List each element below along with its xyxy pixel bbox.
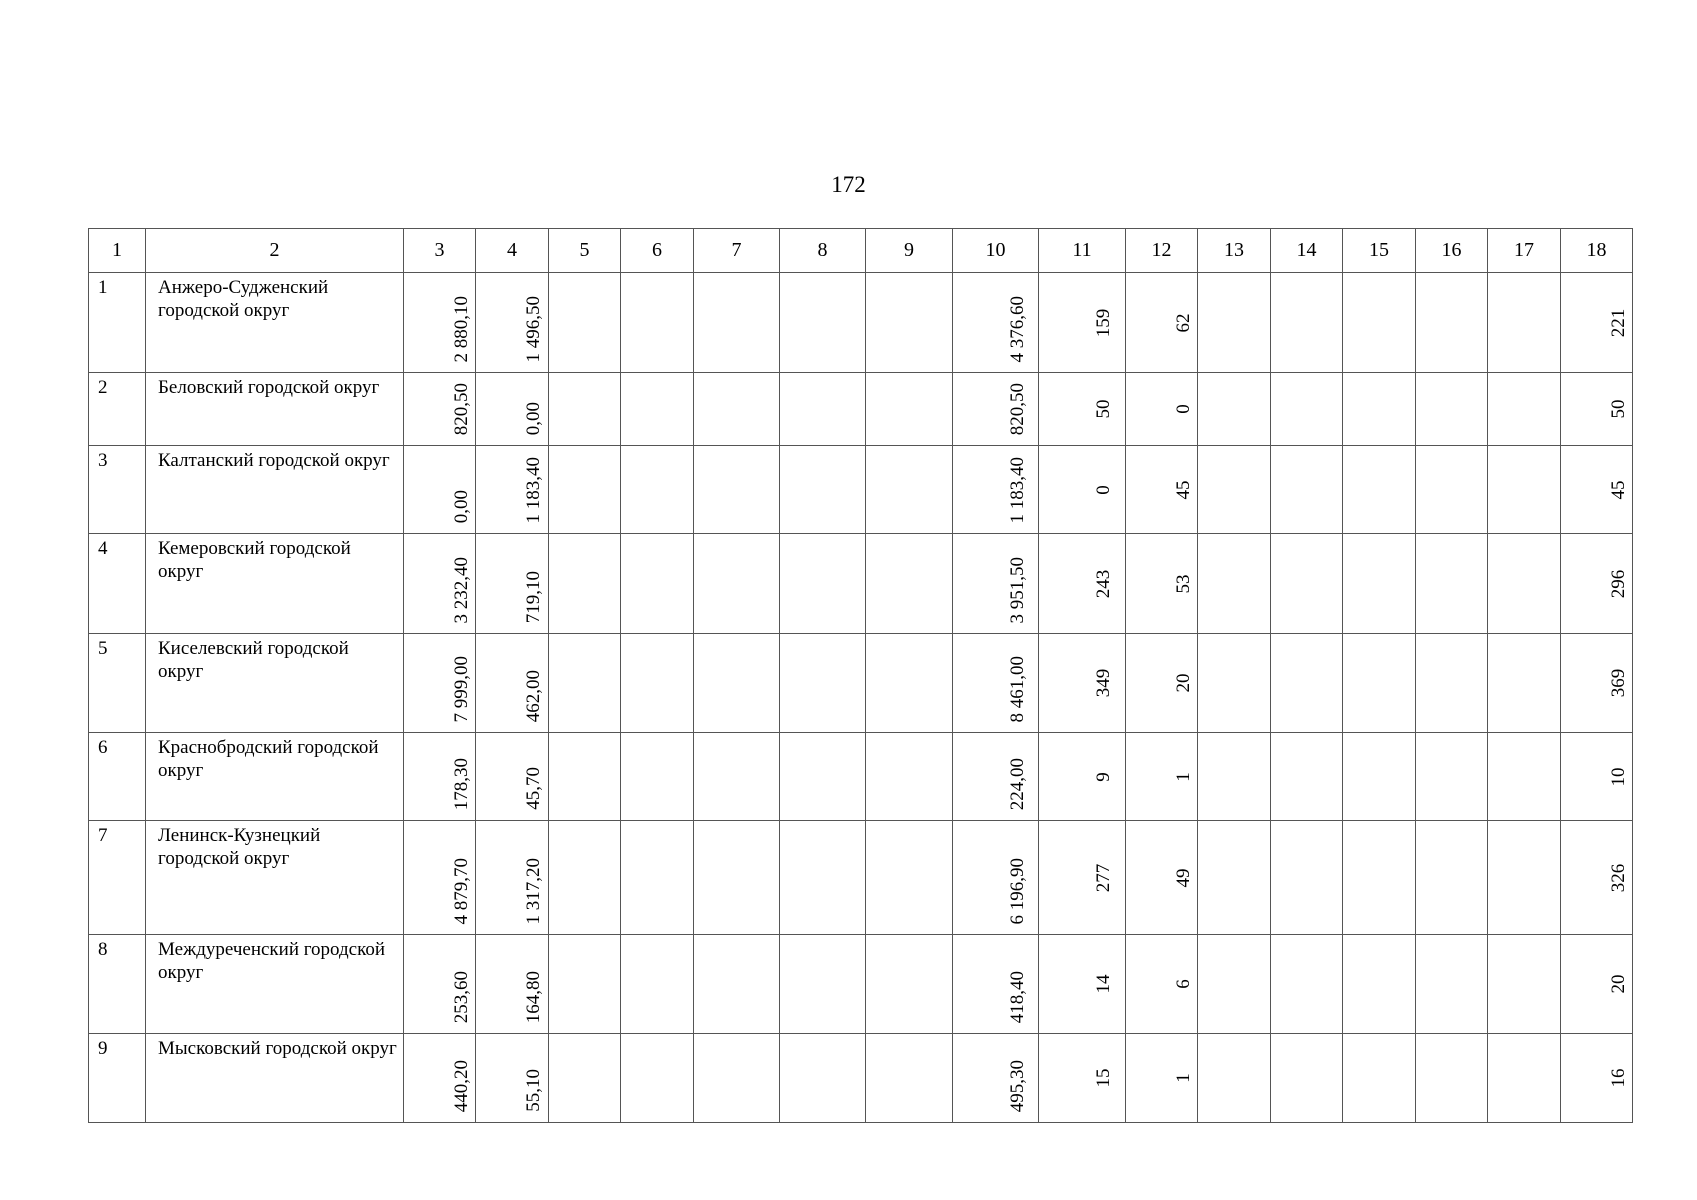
table-row (89, 634, 1633, 733)
cell-col-4 (476, 733, 549, 821)
cell-col-14 (1271, 634, 1343, 733)
cell-col-5 (549, 935, 621, 1034)
municipality-name: Беловский городской округ (146, 373, 404, 446)
cell-value: 45,70 (523, 767, 544, 810)
cell-value: 4 879,70 (450, 857, 472, 924)
cell-col-4 (476, 373, 549, 446)
cell-col-16 (1416, 821, 1488, 935)
cell-value: 20 (1607, 974, 1629, 994)
cell-value: 20 (1172, 673, 1194, 693)
cell-value: 296 (1607, 569, 1629, 598)
cell-col-5 (549, 534, 621, 634)
cell-col-13 (1198, 821, 1271, 935)
cell-value: 45 (1172, 480, 1194, 499)
cell-col-10 (953, 821, 1039, 935)
cell-value: 253,60 (450, 970, 472, 1023)
cell-col-6 (621, 1034, 694, 1123)
cell-col-7 (694, 1034, 780, 1123)
cell-col-11 (1039, 534, 1126, 634)
table-row (89, 273, 1633, 373)
column-header: 14 (1271, 229, 1343, 273)
column-header: 6 (621, 229, 694, 273)
cell-col-7 (694, 935, 780, 1034)
cell-value: 50 (1093, 399, 1114, 419)
header-row (89, 229, 1633, 273)
cell-col-13 (1198, 534, 1271, 634)
cell-col-13 (1198, 634, 1271, 733)
cell-value: 0,00 (523, 401, 544, 435)
cell-col-17 (1488, 634, 1561, 733)
cell-col-13 (1198, 373, 1271, 446)
cell-col-15 (1343, 273, 1416, 373)
cell-col-15 (1343, 534, 1416, 634)
cell-col-18 (1561, 1034, 1633, 1123)
cell-col-14 (1271, 534, 1343, 634)
cell-col-10 (953, 935, 1039, 1034)
cell-value: 326 (1607, 863, 1629, 892)
cell-col-12 (1126, 273, 1198, 373)
cell-value: 1 (1172, 771, 1194, 782)
cell-value: 8 461,00 (1006, 655, 1028, 722)
cell-col-15 (1343, 1034, 1416, 1123)
cell-col-3 (404, 634, 476, 733)
table-row (89, 733, 1633, 821)
cell-col-14 (1271, 935, 1343, 1034)
column-header: 5 (549, 229, 621, 273)
cell-col-17 (1488, 733, 1561, 821)
cell-col-9 (866, 446, 953, 534)
cell-value: 53 (1172, 574, 1194, 593)
cell-col-7 (694, 273, 780, 373)
cell-col-16 (1416, 273, 1488, 373)
municipality-name: Калтанский городской округ (146, 446, 404, 534)
cell-col-4 (476, 634, 549, 733)
municipality-name: Краснобродский городской округ (146, 733, 404, 821)
cell-value: 3 951,50 (1006, 556, 1028, 623)
cell-value: 6 196,90 (1006, 857, 1028, 924)
cell-value: 418,40 (1006, 970, 1028, 1023)
row-number: 8 (89, 935, 146, 1034)
cell-col-14 (1271, 273, 1343, 373)
cell-col-5 (549, 446, 621, 534)
cell-col-8 (780, 634, 866, 733)
cell-value: 369 (1607, 668, 1629, 698)
cell-value: 55,10 (523, 1069, 544, 1112)
cell-value: 45 (1607, 480, 1629, 499)
cell-col-9 (866, 1034, 953, 1123)
column-header: 17 (1488, 229, 1561, 273)
cell-value: 349 (1093, 668, 1114, 698)
cell-value: 6 (1172, 979, 1194, 989)
municipality-name: Междуреченский городской округ (146, 935, 404, 1034)
cell-col-15 (1343, 446, 1416, 534)
municipality-name: Киселевский городской округ (146, 634, 404, 733)
cell-col-3 (404, 446, 476, 534)
cell-col-6 (621, 534, 694, 634)
cell-value: 1 317,20 (523, 857, 544, 924)
cell-col-13 (1198, 273, 1271, 373)
cell-col-9 (866, 821, 953, 935)
cell-col-5 (549, 1034, 621, 1123)
cell-value: 0 (1093, 484, 1114, 495)
cell-col-17 (1488, 534, 1561, 634)
column-header: 9 (866, 229, 953, 273)
column-header: 4 (476, 229, 549, 273)
cell-col-15 (1343, 373, 1416, 446)
cell-value: 462,00 (523, 669, 544, 722)
column-header: 13 (1198, 229, 1271, 273)
cell-col-16 (1416, 446, 1488, 534)
cell-col-18 (1561, 821, 1633, 935)
cell-col-12 (1126, 821, 1198, 935)
cell-col-10 (953, 733, 1039, 821)
row-number: 1 (89, 273, 146, 373)
cell-col-18 (1561, 373, 1633, 446)
cell-value: 159 (1093, 308, 1114, 337)
cell-col-13 (1198, 935, 1271, 1034)
cell-col-8 (780, 935, 866, 1034)
column-header: 7 (694, 229, 780, 273)
cell-value: 49 (1172, 868, 1194, 887)
cell-col-4 (476, 446, 549, 534)
row-number: 5 (89, 634, 146, 733)
cell-col-11 (1039, 733, 1126, 821)
cell-col-10 (953, 1034, 1039, 1123)
cell-col-6 (621, 935, 694, 1034)
cell-col-8 (780, 534, 866, 634)
municipality-name: Кемеровский городской округ (146, 534, 404, 634)
cell-value: 820,50 (450, 382, 472, 435)
cell-col-11 (1039, 1034, 1126, 1123)
table-row (89, 1034, 1633, 1123)
cell-col-7 (694, 821, 780, 935)
cell-value: 14 (1093, 974, 1114, 994)
cell-col-6 (621, 733, 694, 821)
cell-col-3 (404, 935, 476, 1034)
municipality-name: Мысковский городской округ (146, 1034, 404, 1123)
cell-col-10 (953, 634, 1039, 733)
cell-col-14 (1271, 373, 1343, 446)
cell-col-7 (694, 446, 780, 534)
table-row (89, 446, 1633, 534)
cell-value: 1 (1172, 1073, 1194, 1083)
cell-value: 277 (1093, 863, 1114, 892)
cell-col-5 (549, 634, 621, 733)
cell-col-9 (866, 634, 953, 733)
cell-col-12 (1126, 733, 1198, 821)
cell-col-13 (1198, 446, 1271, 534)
cell-col-6 (621, 634, 694, 733)
cell-col-6 (621, 273, 694, 373)
cell-col-9 (866, 373, 953, 446)
cell-value: 243 (1093, 569, 1114, 598)
cell-col-10 (953, 373, 1039, 446)
cell-col-13 (1198, 733, 1271, 821)
cell-col-10 (953, 273, 1039, 373)
cell-col-8 (780, 821, 866, 935)
column-header: 8 (780, 229, 866, 273)
cell-value: 62 (1172, 313, 1194, 332)
column-header: 1 (89, 229, 146, 273)
cell-col-12 (1126, 634, 1198, 733)
cell-col-14 (1271, 446, 1343, 534)
cell-col-18 (1561, 273, 1633, 373)
row-number: 9 (89, 1034, 146, 1123)
cell-col-3 (404, 373, 476, 446)
cell-col-14 (1271, 733, 1343, 821)
row-number: 2 (89, 373, 146, 446)
column-header: 3 (404, 229, 476, 273)
cell-col-12 (1126, 446, 1198, 534)
cell-col-11 (1039, 373, 1126, 446)
cell-col-7 (694, 534, 780, 634)
cell-col-16 (1416, 733, 1488, 821)
cell-col-11 (1039, 821, 1126, 935)
cell-col-9 (866, 733, 953, 821)
cell-value: 0 (1172, 404, 1194, 414)
cell-col-16 (1416, 373, 1488, 446)
cell-col-16 (1416, 1034, 1488, 1123)
cell-col-4 (476, 821, 549, 935)
cell-col-17 (1488, 935, 1561, 1034)
cell-col-12 (1126, 373, 1198, 446)
column-header: 2 (146, 229, 404, 273)
cell-col-18 (1561, 634, 1633, 733)
cell-col-11 (1039, 273, 1126, 373)
cell-col-3 (404, 733, 476, 821)
cell-col-14 (1271, 821, 1343, 935)
cell-col-11 (1039, 634, 1126, 733)
cell-col-6 (621, 373, 694, 446)
cell-col-17 (1488, 273, 1561, 373)
cell-col-5 (549, 373, 621, 446)
column-header: 15 (1343, 229, 1416, 273)
cell-col-18 (1561, 534, 1633, 634)
cell-col-14 (1271, 1034, 1343, 1123)
cell-value: 221 (1607, 308, 1629, 337)
cell-value: 1 183,40 (1006, 456, 1028, 523)
cell-col-17 (1488, 821, 1561, 935)
cell-col-17 (1488, 373, 1561, 446)
cell-col-10 (953, 534, 1039, 634)
page-number: 172 (831, 172, 866, 197)
cell-col-5 (549, 273, 621, 373)
cell-col-17 (1488, 1034, 1561, 1123)
cell-col-9 (866, 935, 953, 1034)
cell-value: 820,50 (1006, 382, 1028, 435)
cell-col-15 (1343, 935, 1416, 1034)
cell-col-9 (866, 273, 953, 373)
cell-col-18 (1561, 446, 1633, 534)
column-header: 10 (953, 229, 1039, 273)
cell-col-7 (694, 634, 780, 733)
cell-value: 1 496,50 (523, 295, 544, 362)
table-row (89, 534, 1633, 634)
cell-col-3 (404, 273, 476, 373)
cell-value: 9 (1093, 771, 1114, 782)
cell-col-18 (1561, 935, 1633, 1034)
cell-col-9 (866, 534, 953, 634)
cell-col-6 (621, 446, 694, 534)
cell-value: 178,30 (450, 757, 472, 810)
cell-col-4 (476, 273, 549, 373)
cell-value: 3 232,40 (450, 556, 472, 623)
column-header: 18 (1561, 229, 1633, 273)
cell-value: 164,80 (523, 970, 544, 1023)
cell-col-8 (780, 373, 866, 446)
row-number: 7 (89, 821, 146, 935)
row-number: 3 (89, 446, 146, 534)
cell-col-11 (1039, 446, 1126, 534)
cell-col-12 (1126, 935, 1198, 1034)
cell-value: 1 183,40 (523, 456, 544, 523)
cell-value: 15 (1093, 1068, 1114, 1088)
data-table (88, 228, 1633, 1123)
cell-col-5 (549, 733, 621, 821)
cell-col-4 (476, 534, 549, 634)
cell-value: 440,20 (450, 1059, 472, 1112)
column-header: 16 (1416, 229, 1488, 273)
cell-col-8 (780, 446, 866, 534)
municipality-name: Ленинск-Кузнецкий городской округ (146, 821, 404, 935)
cell-col-12 (1126, 1034, 1198, 1123)
table-row (89, 935, 1633, 1034)
cell-col-16 (1416, 534, 1488, 634)
cell-col-5 (549, 821, 621, 935)
cell-col-8 (780, 273, 866, 373)
cell-value: 495,30 (1006, 1059, 1028, 1112)
cell-col-8 (780, 1034, 866, 1123)
cell-value: 10 (1607, 767, 1629, 786)
cell-col-8 (780, 733, 866, 821)
cell-col-7 (694, 373, 780, 446)
cell-col-15 (1343, 821, 1416, 935)
table-row (89, 373, 1633, 446)
cell-col-18 (1561, 733, 1633, 821)
cell-value: 7 999,00 (450, 655, 472, 722)
cell-value: 16 (1607, 1068, 1629, 1088)
cell-value: 0,00 (450, 489, 472, 523)
cell-col-10 (953, 446, 1039, 534)
cell-col-15 (1343, 634, 1416, 733)
cell-col-7 (694, 733, 780, 821)
cell-col-11 (1039, 935, 1126, 1034)
row-number: 6 (89, 733, 146, 821)
cell-col-17 (1488, 446, 1561, 534)
cell-value: 4 376,60 (1006, 295, 1028, 362)
table-row (89, 821, 1633, 935)
cell-col-4 (476, 935, 549, 1034)
row-number: 4 (89, 534, 146, 634)
cell-col-15 (1343, 733, 1416, 821)
cell-col-3 (404, 821, 476, 935)
cell-col-16 (1416, 935, 1488, 1034)
cell-col-3 (404, 1034, 476, 1123)
column-header: 12 (1126, 229, 1198, 273)
cell-col-3 (404, 534, 476, 634)
cell-col-6 (621, 821, 694, 935)
municipality-name: Анжеро-Судженский городской округ (146, 273, 404, 373)
column-header: 11 (1039, 229, 1126, 273)
cell-value: 50 (1607, 399, 1629, 419)
cell-value: 2 880,10 (450, 295, 472, 362)
cell-col-13 (1198, 1034, 1271, 1123)
cell-value: 224,00 (1006, 757, 1028, 810)
cell-col-16 (1416, 634, 1488, 733)
cell-value: 719,10 (523, 570, 544, 623)
cell-col-4 (476, 1034, 549, 1123)
cell-col-12 (1126, 534, 1198, 634)
